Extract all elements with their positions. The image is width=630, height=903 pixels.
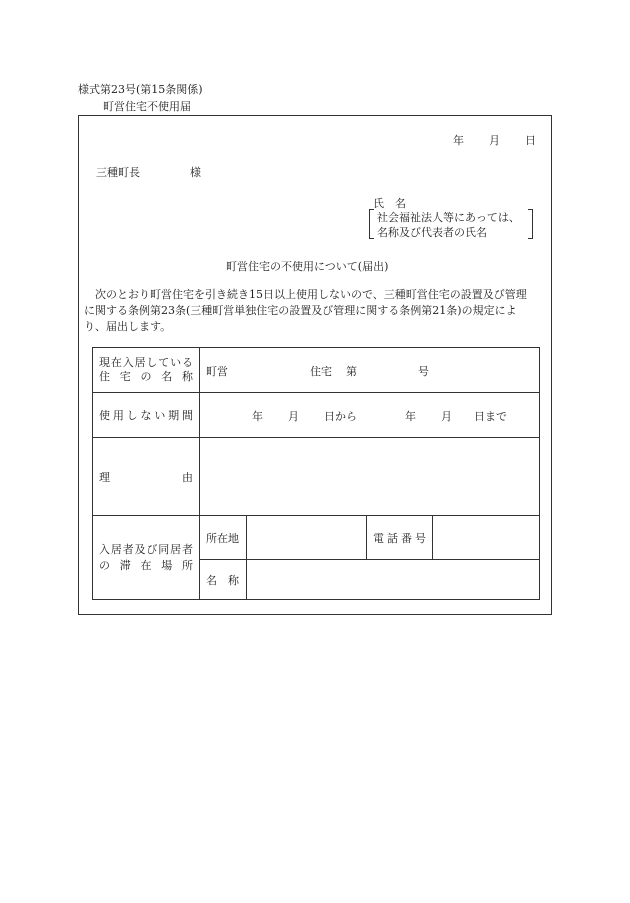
residence-value-cell[interactable] bbox=[200, 348, 540, 393]
body-paragraph bbox=[84, 287, 549, 335]
form-number: 様式第23号(第15条関係) bbox=[78, 83, 203, 96]
period-to-year: 年 bbox=[405, 410, 416, 423]
stay-location-value[interactable] bbox=[247, 516, 367, 560]
reason-label: 理由 bbox=[93, 438, 200, 516]
applicant-note-line1: 社会福祉法人等にあっては、 bbox=[377, 211, 520, 224]
residence-label-cell bbox=[93, 348, 200, 393]
table-row-stay-location bbox=[93, 516, 540, 560]
period-to-month: 月 bbox=[441, 410, 452, 423]
form-title: 町営住宅不使用届 bbox=[103, 100, 191, 113]
date-day: 日 bbox=[525, 134, 536, 147]
body-line-2: に関する条例第23条(三種町営単独住宅の設置及び管理に関する条例第21条)の規定によ bbox=[84, 304, 517, 317]
stay-phone-value[interactable] bbox=[433, 516, 540, 560]
stay-location-label: 所在地 bbox=[200, 516, 247, 560]
bracket-left bbox=[369, 209, 374, 239]
reason-value-cell[interactable] bbox=[200, 438, 540, 516]
table-row-period bbox=[93, 393, 540, 438]
addressee-honorific: 様 bbox=[190, 166, 201, 179]
stay-label-line1: 入居者及び同居者 bbox=[99, 542, 193, 556]
addressee-name: 三種町長 bbox=[96, 166, 140, 179]
residence-housing: 住宅 bbox=[310, 365, 332, 378]
stay-phone-label: 電話番号 bbox=[367, 516, 433, 560]
residence-prefix: 町営 bbox=[206, 365, 228, 378]
table-row-residence bbox=[93, 348, 540, 393]
stay-name-label: 名 称 bbox=[200, 560, 247, 600]
period-from-year: 年 bbox=[252, 410, 263, 423]
period-value-cell[interactable] bbox=[200, 393, 540, 438]
bracket-right bbox=[528, 209, 533, 239]
period-from-day: 日から bbox=[324, 410, 357, 423]
residence-label-line1: 現在入居している bbox=[99, 356, 193, 369]
applicant-note-line2: 名称及び代表者の氏名 bbox=[377, 226, 487, 239]
period-from-month: 月 bbox=[288, 410, 299, 423]
date-year: 年 bbox=[453, 134, 464, 147]
form-table bbox=[92, 347, 540, 600]
period-label: 使用しない期間 bbox=[93, 393, 200, 438]
residence-dai: 第 bbox=[346, 365, 357, 378]
table-row-reason bbox=[93, 438, 540, 516]
residence-go: 号 bbox=[418, 365, 429, 378]
period-to-day: 日まで bbox=[474, 410, 507, 423]
applicant-name-label: 氏 名 bbox=[373, 197, 406, 210]
date-month: 月 bbox=[489, 134, 500, 147]
subject-line: 町営住宅の不使用について(届出) bbox=[226, 260, 389, 273]
stay-label-line2: の滞在場所 bbox=[99, 558, 193, 572]
residence-label-line2: 住宅の名称 bbox=[99, 370, 193, 383]
body-line-1: 次のとおり町営住宅を引き続き15日以上使用しないので、三種町営住宅の設置及び管理 bbox=[84, 288, 527, 301]
body-line-3: り、届出します。 bbox=[84, 320, 172, 333]
stay-name-value[interactable] bbox=[247, 560, 540, 600]
stay-label-cell bbox=[93, 516, 200, 600]
